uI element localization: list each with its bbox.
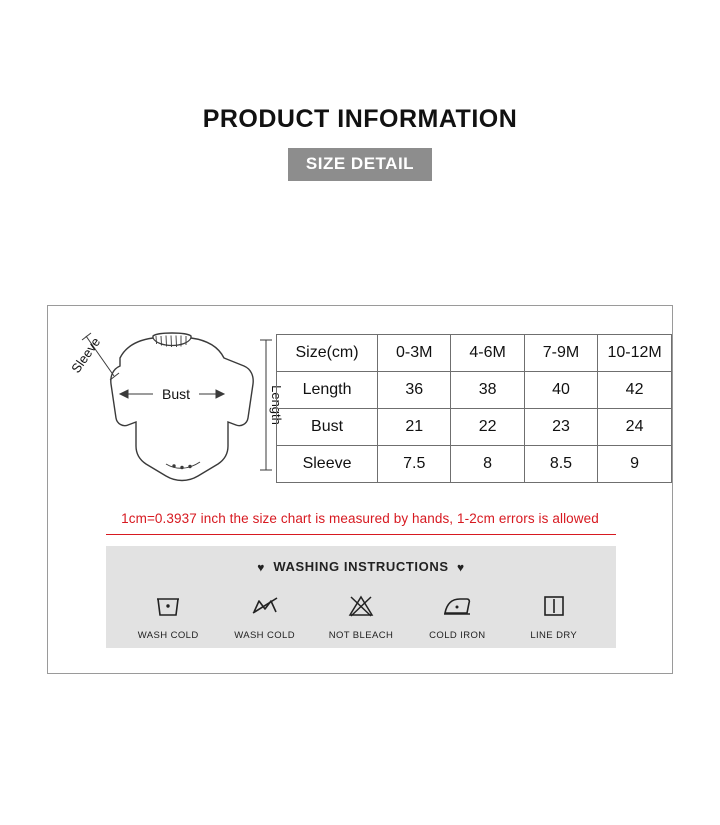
- table-cell: 8.5: [524, 446, 597, 483]
- washing-instructions-title: [106, 546, 616, 575]
- heart-icon: ♥: [457, 560, 465, 575]
- table-cell: 24: [598, 409, 672, 446]
- washing-instructions-panel: [106, 546, 616, 648]
- table-cell: 8: [451, 446, 524, 483]
- washing-item-label: NOT BLEACH: [328, 629, 394, 641]
- measurement-note: 1cm=0.3937 inch the size chart is measured by hands, 1-2cm errors is allowed: [121, 511, 599, 526]
- size-chart-frame: [47, 305, 673, 674]
- table-cell: 38: [451, 372, 524, 409]
- table-cell: 9: [598, 446, 672, 483]
- row-label: Bust: [277, 409, 378, 446]
- wash-cold-icon: [122, 589, 214, 623]
- size-table-wrap: [276, 334, 672, 483]
- table-cell: 40: [524, 372, 597, 409]
- table-header-cell: 0-3M: [378, 335, 451, 372]
- table-header-row: [277, 335, 672, 372]
- washing-item: [219, 589, 311, 641]
- table-cell: 23: [524, 409, 597, 446]
- washing-item-label: LINE DRY: [530, 629, 578, 641]
- washing-title-text: WASHING INSTRUCTIONS: [273, 559, 449, 574]
- garment-diagram: [58, 314, 288, 504]
- cold-iron-icon: [411, 589, 503, 623]
- product-information-page: [0, 105, 720, 825]
- table-cell: 42: [598, 372, 672, 409]
- row-label: Length: [277, 372, 378, 409]
- washing-icon-row: [106, 589, 616, 641]
- table-header-cell: 10-12M: [598, 335, 672, 372]
- bust-label: Bust: [161, 386, 191, 402]
- washing-item: [315, 589, 407, 641]
- not-bleach-icon: [315, 589, 407, 623]
- length-label: Length: [269, 385, 284, 425]
- table-cell: 21: [378, 409, 451, 446]
- table-row: [277, 409, 672, 446]
- note-divider: [106, 534, 616, 535]
- line-dry-icon: [508, 589, 600, 623]
- table-row: [277, 372, 672, 409]
- sleeve-label: Sleeve: [68, 334, 104, 376]
- size-detail-badge-wrap: [0, 148, 720, 181]
- table-cell: 22: [451, 409, 524, 446]
- table-cell: 36: [378, 372, 451, 409]
- washing-item-label: WASH COLD: [137, 629, 199, 641]
- washing-item: [411, 589, 503, 641]
- washing-item-label: WASH COLD: [234, 629, 295, 641]
- washing-item-label: COLD IRON: [429, 629, 486, 641]
- table-header-cell: 7-9M: [524, 335, 597, 372]
- heart-icon: ♥: [257, 560, 265, 575]
- table-header-cell: Size(cm): [277, 335, 378, 372]
- table-cell: 7.5: [378, 446, 451, 483]
- washing-item: [508, 589, 600, 641]
- page-title: PRODUCT INFORMATION: [202, 105, 518, 133]
- size-table: [276, 334, 672, 483]
- garment-diagram-svg: [58, 314, 288, 504]
- size-detail-badge: SIZE DETAIL: [288, 148, 432, 181]
- row-label: Sleeve: [277, 446, 378, 483]
- table-header-cell: 4-6M: [451, 335, 524, 372]
- do-not-wring-icon: [219, 589, 311, 623]
- table-row: [277, 446, 672, 483]
- washing-item: [122, 589, 214, 641]
